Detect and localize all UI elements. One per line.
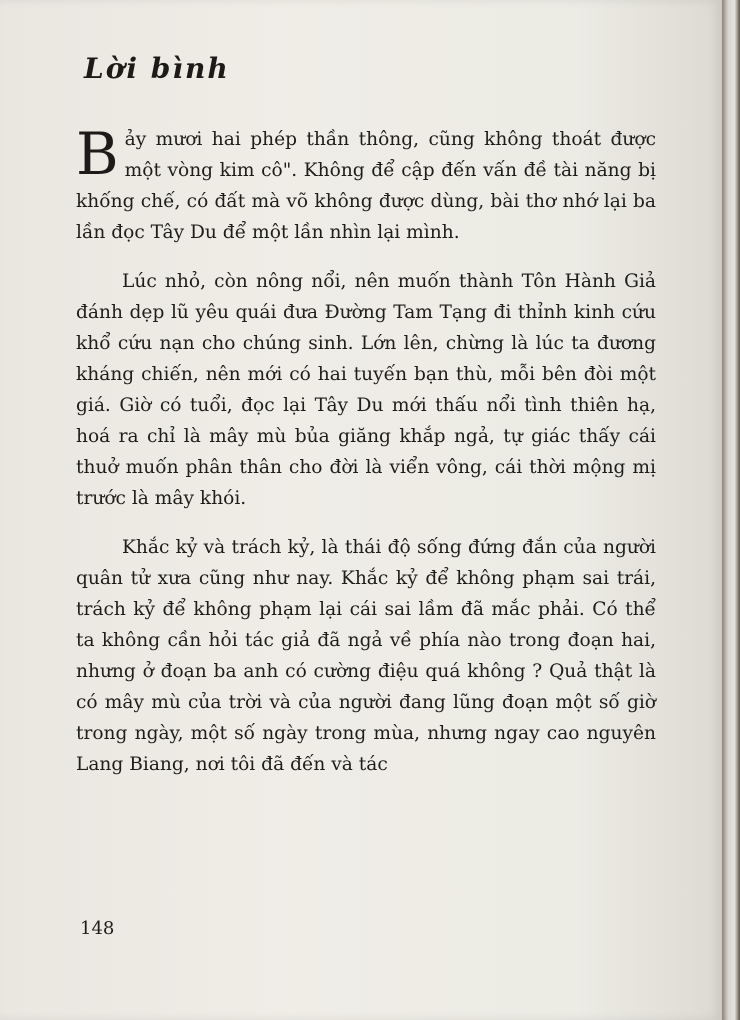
page-number: 148 bbox=[80, 918, 115, 939]
paragraph-1-text: ảy mươi hai phép thần thông, cũng không thoát được một vòng kim cô". Không để cập đến vấn đề tài năng bị khống chế, có đất mà võ không được dùng, bài thơ nhớ lại ba lần đọc Tây Du để một lần nhìn lại mình. bbox=[76, 129, 656, 243]
paragraph-2: Lúc nhỏ, còn nông nổi, nên muốn thành Tôn Hành Giả đánh dẹp lũ yêu quái đưa Đường Tam Tạng đi thỉnh kinh cứu khổ cứu nạn cho chúng sinh. Lớn lên, chừng là lúc ta đương kháng chiến, nên mới có hai tuyến bạn thù, mỗi bên đòi một giá. Giờ có tuổi, đọc lại Tây Du mới thấu nổi tình thiên hạ, hoá ra chỉ là mây mù bủa giăng khắp ngả, tự giác thấy cái thuở muốn phân thân cho đời là viển vông, cái thời mộng mị trước là mây khói. bbox=[76, 271, 656, 509]
paragraph-1 bbox=[76, 120, 656, 248]
drop-cap: B bbox=[76, 120, 119, 188]
paragraph-3: Khắc kỷ và trách kỷ, là thái độ sống đứng đắn của người quân tử xưa cũng như nay. Khắc kỷ để không phạm sai trái, trách kỷ để không phạm lại cái sai lầm đã mắc phải. Có thể ta không cần hỏi tác giả đã ngả về phía nào trong đoạn hai, nhưng ở đoạn ba anh có cường điệu quá không ? Quả thật là có mây mù của trời và của người đang lũng đoạn một số giờ trong ngày, một số ngày trong mùa, nhưng ngay cao nguyên Lang Biang, nơi tôi đã đến và tác bbox=[76, 537, 656, 775]
next-page-edge bbox=[722, 0, 740, 1020]
body-text bbox=[76, 120, 656, 798]
section-title: Lời bình bbox=[84, 52, 230, 85]
